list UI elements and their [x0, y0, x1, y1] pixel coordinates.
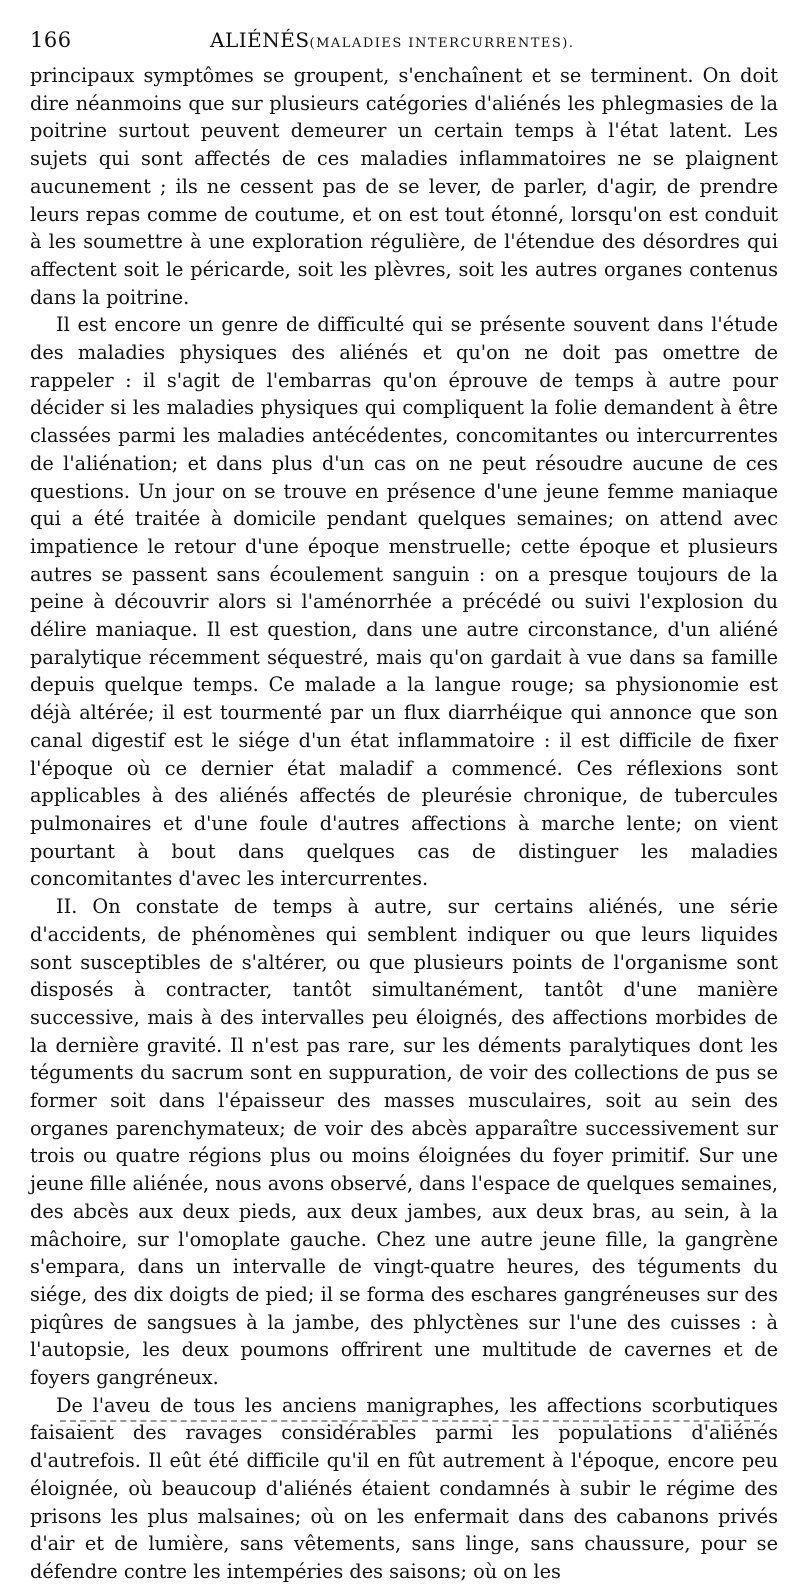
page-header — [30, 28, 778, 62]
paragraph-section-ii: II. On constate de temps à autre, sur certains aliénés, une série d'accidents, de phénomènes qui semblent indiquer ou que leurs liquides sont susceptibles de s'altérer, ou que plusieurs points de l'organisme sont disposés à contracter, tantôt simultanément, tantôt d'une manière successive, mais à des intervalles peu éloignés, des affections morbides de la dernière gravité. Il n'est pas rare, sur les déments paralytiques dont les téguments du sacrum sont en suppuration, de voir des collections de pus se former soit dans l'épaisseur des masses musculaires, soit au sein des organes parenchymateux; de voir des abcès apparaître successivement sur trois ou quatre régions plus ou moins éloignées du foyer primitif. Sur une jeune fille aliénée, nous avons observé, dans l'espace de quelques semaines, des abcès aux deux pieds, aux deux jambes, aux deux bras, au sein, à la mâchoire, sur l'omoplate gauche. Chez une autre jeune fille, la gangrène s'empara, dans un intervalle de vingt-quatre heures, des téguments du siége, des dix doigts de pied; il se forma des eschares gangréneuses sur des piqûres de sangsues à la jambe, des phlyctènes sur l'une des cuisses : à l'autopsie, les deux poumons offrirent une multitude de cavernes et de foyers gangréneux. — [30, 895, 778, 1390]
page-number: 166 — [30, 28, 72, 52]
page-body — [30, 62, 778, 1586]
book-page — [30, 28, 778, 1586]
paragraph-scorbutic: De l'aveu de tous les anciens manigraphes, les affections scorbutiques faisaient des ravages considérables parmi les populations d'aliénés d'autrefois. Il eût été difficile qu'il en fût autrement à l'époque, encore peu éloignée, où beaucoup d'aliénés étaient condamnés à subir le régime des prisons les plus malsaines; où on les enfermait dans des cabanons privés d'air et de lumière, sans vêtements, sans linge, sans chaussure, pour se défendre contre les intempéries des saisons; où on les — [30, 1393, 778, 1583]
paragraph-difficulty: Il est encore un genre de difficulté qui se présente souvent dans l'étude des maladies physiques des aliénés et qu'on ne doit pas omettre de rappeler : il s'agit de l'embarras qu'on éprouve de temps à autre pour décider si les maladies physiques qui compliquent la folie demandent à être classées parmi les maladies antécédentes, concomitantes ou intercurrentes de l'aliénation; et dans plus d'un cas on ne peut résoudre aucune de ces questions. Un jour on se trouve en présence d'une jeune femme maniaque qui a été traitée à domicile pendant quelques semaines; on attend avec impatience le retour d'une époque menstruelle; cette époque et plusieurs autres se passent sans écoulement sanguin : on a presque toujours de la peine à découvrir alors si l'aménorrhée a précédé ou suivi l'explosion du délire maniaque. Il est question, dans une autre circonstance, d'un aliéné paralytique récemment séquestré, mais qu'on gardait à vue dans sa famille depuis quelque temps. Ce malade a la langue rouge; sa physionomie est déjà altérée; il est tourmenté par un flux diarrhéique qui annonce que son canal digestif est le siége d'un état inflammatoire : il est difficile de fixer l'époque où ce dernier état maladif a commencé. Ces réflexions sont applicables à des aliénés affectés de pleurésie chronique, de tubercules pulmonaires et d'une foule d'autres affections à marche lente; on vient pourtant à bout dans quelques cas de distinguer les maladies concomitantes d'avec les intercurrentes. — [30, 313, 778, 891]
running-subtitle: (MALADIES INTERCURRENTES). — [309, 36, 575, 51]
running-title: ALIÉNÉS — [210, 28, 310, 52]
paragraph-continuation: principaux symptômes se groupent, s'enchaînent et se terminent. On doit dire néanmoins que sur plusieurs catégories d'aliénés les phlegmasies de la poitrine surtout peuvent demeurer un certain temps à l'état latent. Les sujets qui sont affectés de ces maladies inflammatoires ne se plaignent aucunement ; ils ne cessent pas de se lever, de parler, d'agir, de prendre leurs repas comme de coutume, et on est tout étonné, lorsqu'on est conduit à les soumettre à une exploration régulière, de l'étendue des désordres qui affectent soit le péricarde, soit les plèvres, soit les autres organes contenus dans la poitrine. — [30, 64, 778, 309]
footer-dotted-rule — [60, 1420, 760, 1422]
